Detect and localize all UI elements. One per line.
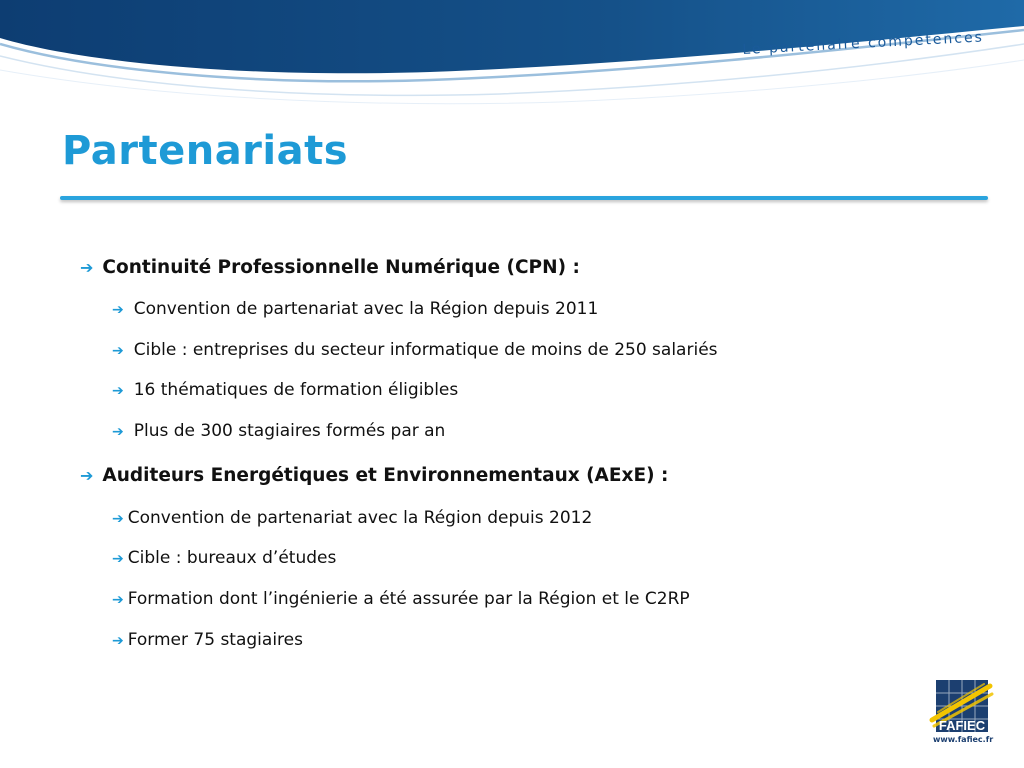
title-underline <box>60 196 988 200</box>
header-wave-band <box>0 0 1024 110</box>
list-item <box>112 508 592 528</box>
arrow-right-icon: ➔ <box>112 302 124 318</box>
arrow-right-icon: ➔ <box>80 466 94 485</box>
list-item-text: Convention de partenariat avec la Région depuis 2011 <box>133 299 599 319</box>
section-heading-text: Auditeurs Energétiques et Environnementaux (AExE) : <box>102 465 669 486</box>
arrow-right-icon: ➔ <box>112 343 124 359</box>
list-item-text: Cible : entreprises du secteur informatique de moins de 250 salariés <box>133 340 718 360</box>
arrow-right-icon: ➔ <box>112 383 124 399</box>
list-item <box>112 299 598 319</box>
list-item <box>112 380 458 400</box>
section-heading <box>80 465 668 486</box>
list-item-text: Formation dont l’ingénierie a été assurée par la Région et le C2RP <box>127 589 690 609</box>
list-item <box>112 548 336 568</box>
arrow-right-icon: ➔ <box>112 551 124 567</box>
list-item <box>112 630 303 650</box>
list-item <box>112 421 445 441</box>
list-item-text: Cible : bureaux d’études <box>127 548 337 568</box>
section-heading <box>80 257 580 278</box>
arrow-right-icon: ➔ <box>112 511 124 527</box>
list-item-text: Plus de 300 stagiaires formés par an <box>133 421 446 441</box>
list-item-text: Convention de partenariat avec la Région depuis 2012 <box>127 508 593 528</box>
list-item <box>112 589 690 609</box>
tagline: Le partenaire compétences <box>742 29 985 58</box>
arrow-right-icon: ➔ <box>112 633 124 649</box>
page-title: Partenariats <box>62 128 349 174</box>
list-item-text: Former 75 stagiaires <box>127 630 303 650</box>
svg-text:FAFIEC: FAFIEC <box>938 718 986 733</box>
list-item-text: 16 thématiques de formation éligibles <box>133 380 459 400</box>
arrow-right-icon: ➔ <box>112 592 124 608</box>
logo-url: www.fafiec.fr <box>933 735 994 744</box>
arrow-right-icon: ➔ <box>112 424 124 440</box>
arrow-right-icon: ➔ <box>80 258 94 277</box>
section-heading-text: Continuité Professionnelle Numérique (CPN) : <box>102 257 580 278</box>
list-item <box>112 340 718 360</box>
